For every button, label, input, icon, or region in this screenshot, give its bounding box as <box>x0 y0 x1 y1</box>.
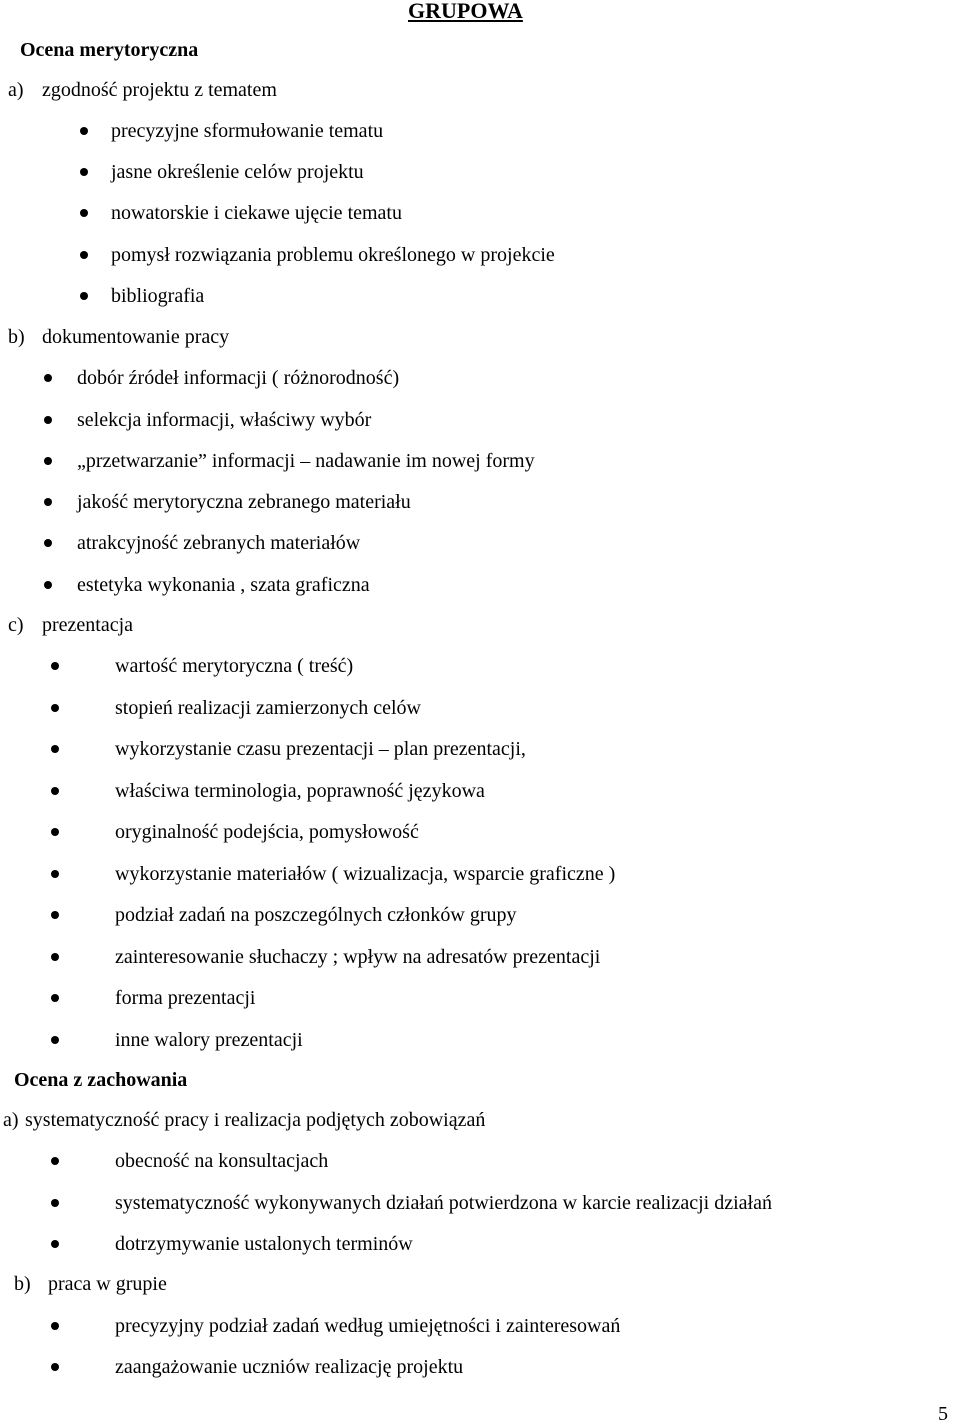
item-label-b: b) <box>8 326 25 348</box>
list-item: nowatorskie i ciekawe ujęcie tematu <box>111 202 402 224</box>
list-item: wykorzystanie materiałów ( wizualizacja, wsparcie graficzne ) <box>115 863 616 885</box>
bullet-icon <box>44 416 52 424</box>
bullet-icon <box>51 745 59 753</box>
page-number: 5 <box>938 1403 948 1425</box>
list-item: wartość merytoryczna ( treść) <box>115 655 354 677</box>
item-title-c: prezentacja <box>42 614 134 636</box>
list-item: estetyka wykonania , szata graficzna <box>77 574 370 596</box>
item-title-a: zgodność projektu z tematem <box>42 79 277 101</box>
bullet-icon <box>44 498 52 506</box>
list-item: zainteresowanie słuchaczy ; wpływ na adresatów prezentacji <box>115 946 601 968</box>
list-item: atrakcyjność zebranych materiałów <box>77 532 361 554</box>
list-item: jasne określenie celów projektu <box>111 161 364 183</box>
bullet-icon <box>51 828 59 836</box>
list-item: pomysł rozwiązania problemu określonego w projekcie <box>111 244 555 266</box>
bullet-icon <box>80 168 88 176</box>
section-heading-zachowanie: Ocena z zachowania <box>14 1069 188 1091</box>
bullet-icon <box>80 292 88 300</box>
bullet-icon <box>80 127 88 135</box>
list-item: podział zadań na poszczególnych członków grupy <box>115 904 517 926</box>
bullet-icon <box>44 457 52 465</box>
list-item: „przetwarzanie” informacji – nadawanie im nowej formy <box>77 450 535 472</box>
bullet-icon <box>51 1199 59 1207</box>
item-title-b: dokumentowanie pracy <box>42 326 230 348</box>
item-label-a: a) <box>3 1109 19 1131</box>
list-item: oryginalność podejścia, pomysłowość <box>115 821 419 843</box>
list-item: stopień realizacji zamierzonych celów <box>115 697 421 719</box>
bullet-icon <box>51 994 59 1002</box>
bullet-icon <box>44 374 52 382</box>
item-label-b: b) <box>14 1273 31 1295</box>
bullet-icon <box>51 1322 59 1330</box>
bullet-icon <box>80 251 88 259</box>
section-heading-merytoryczna: Ocena merytoryczna <box>20 39 199 61</box>
list-item: jakość merytoryczna zebranego materiału <box>77 491 411 513</box>
bullet-icon <box>51 911 59 919</box>
bullet-icon <box>51 1157 59 1165</box>
bullet-icon <box>51 662 59 670</box>
bullet-icon <box>51 1036 59 1044</box>
item-label-a: a) <box>8 79 24 101</box>
bullet-icon <box>51 787 59 795</box>
list-item: obecność na konsultacjach <box>115 1150 329 1172</box>
bullet-icon <box>51 870 59 878</box>
bullet-icon <box>51 1363 59 1371</box>
page-title: GRUPOWA <box>408 0 523 23</box>
item-title-a: systematyczność pracy i realizacja podjętych zobowiązań <box>25 1109 486 1131</box>
bullet-icon <box>80 209 88 217</box>
list-item: precyzyjne sformułowanie tematu <box>111 120 384 142</box>
list-item: systematyczność wykonywanych działań potwierdzona w karcie realizacji działań <box>115 1192 772 1214</box>
bullet-icon <box>51 953 59 961</box>
item-label-c: c) <box>8 614 24 636</box>
list-item: dotrzymywanie ustalonych terminów <box>115 1233 413 1255</box>
bullet-icon <box>44 581 52 589</box>
bullet-icon <box>44 539 52 547</box>
list-item: precyzyjny podział zadań według umiejętności i zainteresowań <box>115 1315 621 1337</box>
bullet-icon <box>51 1240 59 1248</box>
list-item: zaangażowanie uczniów realizację projektu <box>115 1356 464 1378</box>
list-item: właściwa terminologia, poprawność językowa <box>115 780 485 802</box>
list-item: selekcja informacji, właściwy wybór <box>77 409 372 431</box>
item-title-b: praca w grupie <box>48 1273 167 1295</box>
list-item: wykorzystanie czasu prezentacji – plan prezentacji, <box>115 738 526 760</box>
bullet-icon <box>51 704 59 712</box>
list-item: inne walory prezentacji <box>115 1029 303 1051</box>
list-item: forma prezentacji <box>115 987 256 1009</box>
list-item: bibliografia <box>111 285 205 307</box>
list-item: dobór źródeł informacji ( różnorodność) <box>77 367 400 389</box>
